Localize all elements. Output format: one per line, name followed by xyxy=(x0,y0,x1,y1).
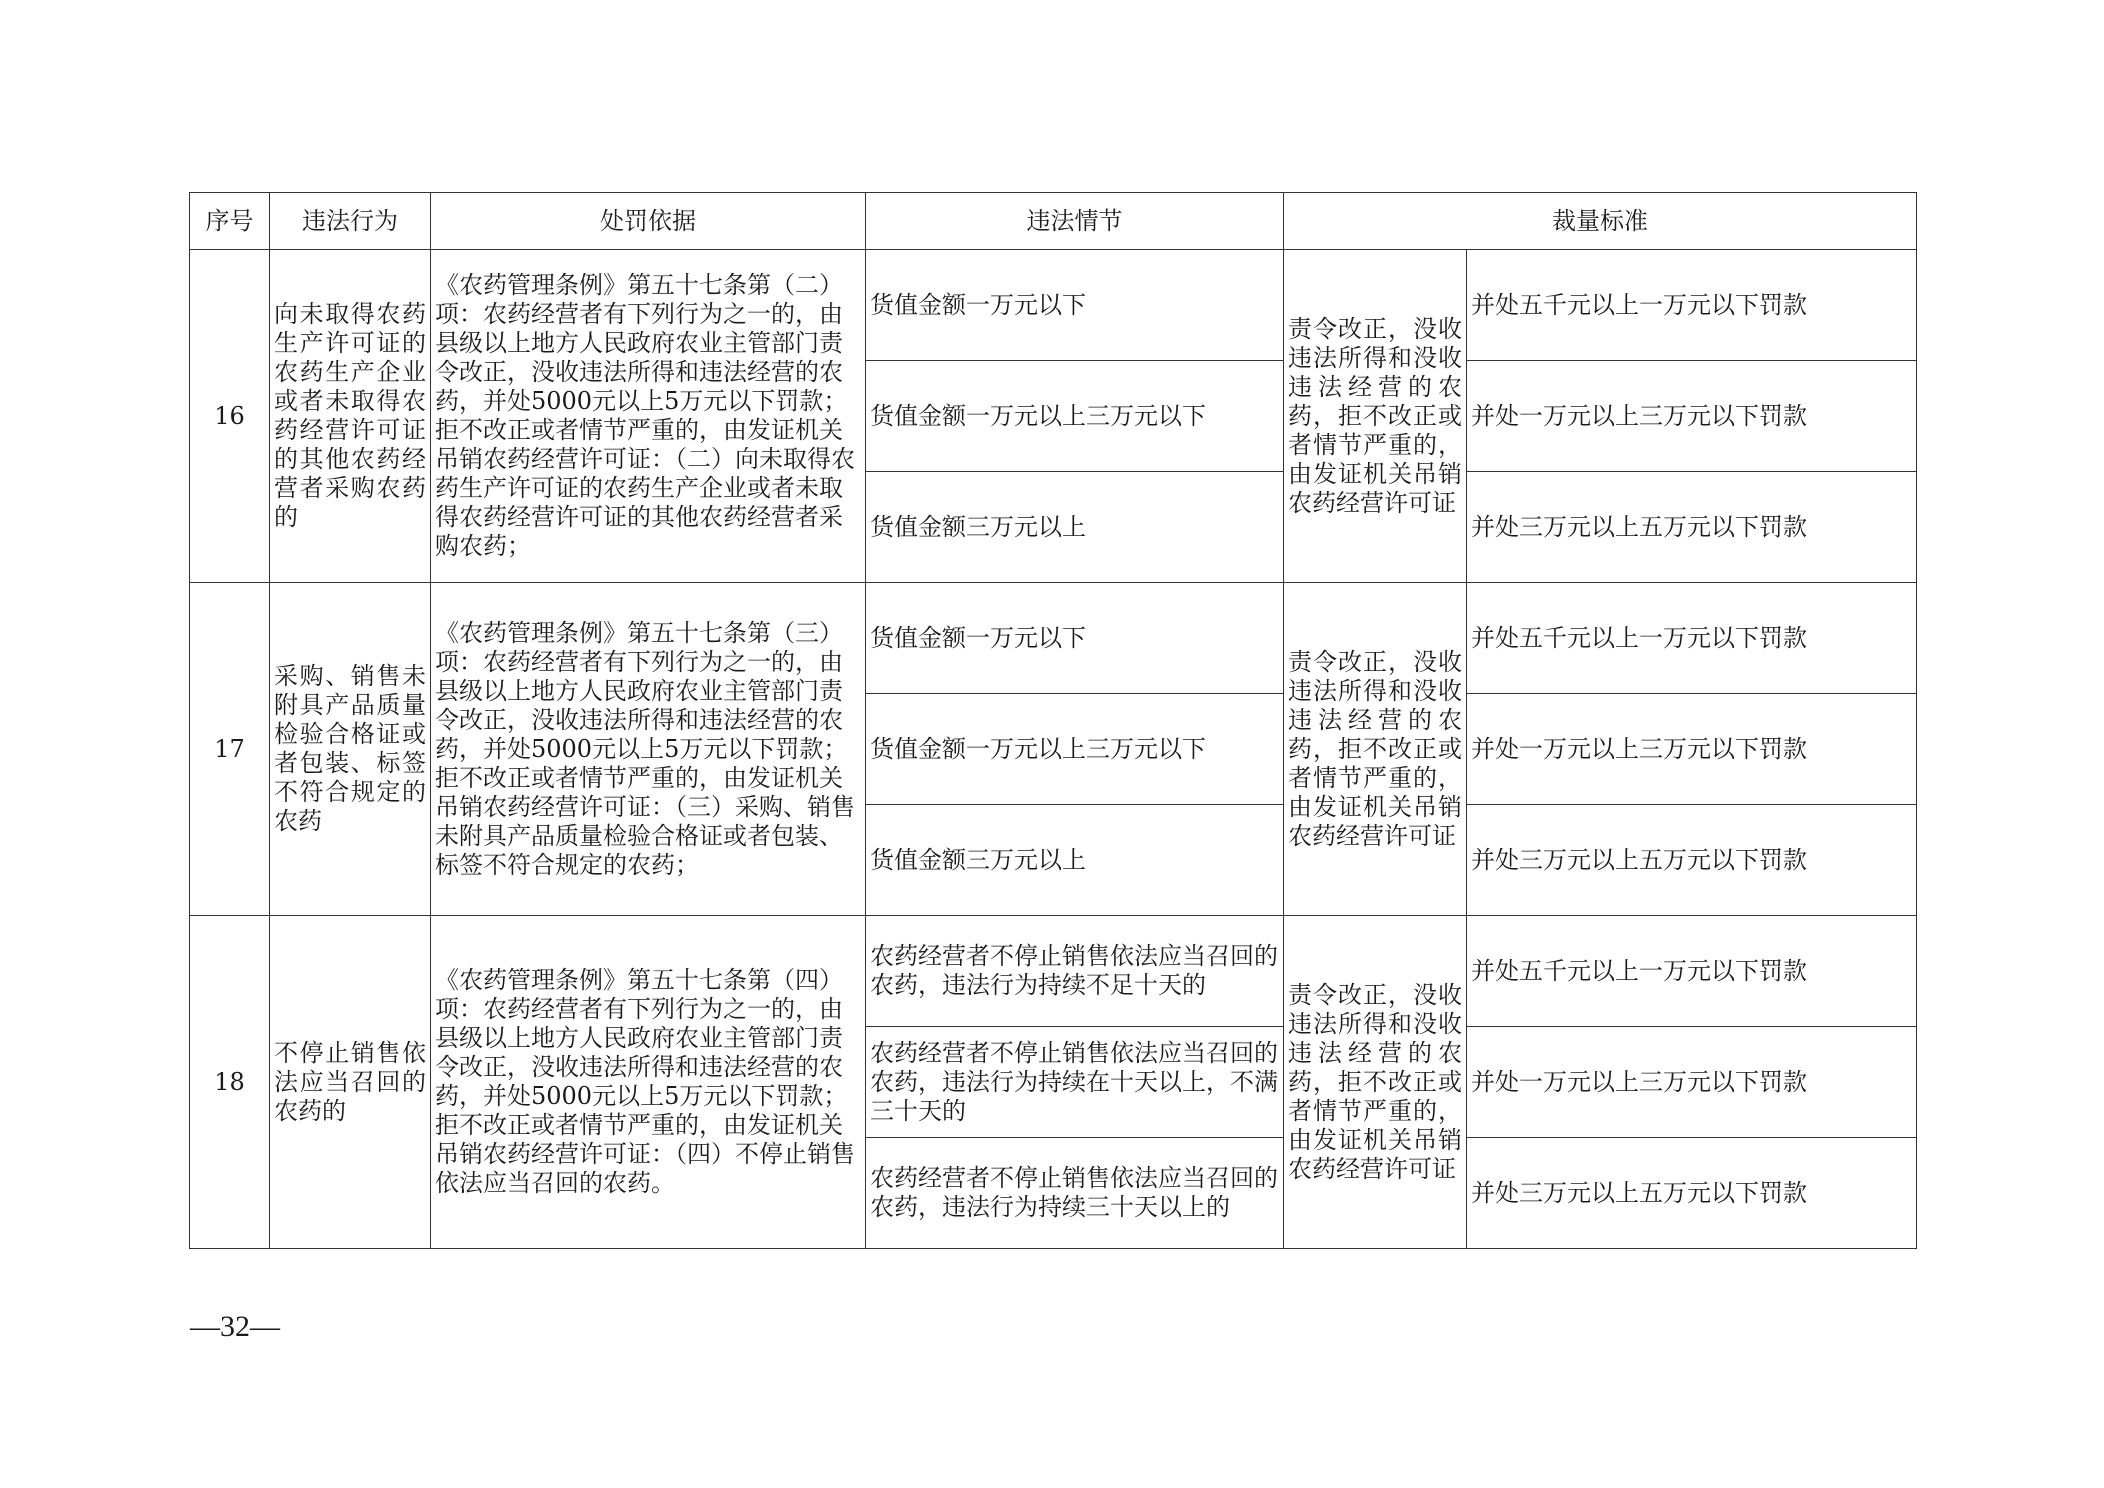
correction-measure: 责令改正，没收违法所得和没收违法经营的农药，拒不改正或者情节严重的，由发证机关吊销农药经营许可证 xyxy=(1284,250,1467,583)
violation-circumstance: 农药经营者不停止销售依法应当召回的农药，违法行为持续不足十天的 xyxy=(866,916,1284,1027)
header-circumstance: 违法情节 xyxy=(866,193,1284,250)
page-number: —32— xyxy=(190,1310,280,1343)
penalty-standard: 并处一万元以上三万元以下罚款 xyxy=(1467,694,1917,805)
header-no: 序号 xyxy=(190,193,270,250)
violation-circumstance: 货值金额一万元以下 xyxy=(866,583,1284,694)
violation-circumstance: 农药经营者不停止销售依法应当召回的农药，违法行为持续三十天以上的 xyxy=(866,1138,1284,1249)
violation-circumstance: 货值金额三万元以上 xyxy=(866,472,1284,583)
table-row xyxy=(190,250,1917,361)
header-standard: 裁量标准 xyxy=(1284,193,1917,250)
penalty-standard: 并处一万元以上三万元以下罚款 xyxy=(1467,361,1917,472)
header-basis: 处罚依据 xyxy=(431,193,866,250)
penalty-basis: 《农药管理条例》第五十七条第（四）项：农药经营者有下列行为之一的，由县级以上地方人民政府农业主管部门责令改正，没收违法所得和违法经营的农药，并处5000元以上5万元以下罚款；拒不改正或者情节严重的，由发证机关吊销农药经营许可证：（四）不停止销售依法应当召回的农药。 xyxy=(431,916,866,1249)
violation-act: 采购、销售未附具产品质量检验合格证或者包装、标签不符合规定的农药 xyxy=(270,583,431,916)
correction-measure: 责令改正，没收违法所得和没收违法经营的农药，拒不改正或者情节严重的，由发证机关吊销农药经营许可证 xyxy=(1284,916,1467,1249)
row-number: 18 xyxy=(190,916,270,1249)
penalty-standard: 并处一万元以上三万元以下罚款 xyxy=(1467,1027,1917,1138)
penalty-standard: 并处五千元以上一万元以下罚款 xyxy=(1467,250,1917,361)
penalty-discretion-table xyxy=(189,192,1917,1249)
row-number: 17 xyxy=(190,583,270,916)
violation-act: 向未取得农药生产许可证的农药生产企业或者未取得农药经营许可证的其他农药经营者采购农药的 xyxy=(270,250,431,583)
violation-circumstance: 农药经营者不停止销售依法应当召回的农药，违法行为持续在十天以上，不满三十天的 xyxy=(866,1027,1284,1138)
header-act: 违法行为 xyxy=(270,193,431,250)
penalty-basis: 《农药管理条例》第五十七条第（二）项：农药经营者有下列行为之一的，由县级以上地方人民政府农业主管部门责令改正，没收违法所得和违法经营的农药，并处5000元以上5万元以下罚款；拒不改正或者情节严重的，由发证机关吊销农药经营许可证：（二）向未取得农药生产许可证的农药生产企业或者未取得农药经营许可证的其他农药经营者采购农药； xyxy=(431,250,866,583)
violation-circumstance: 货值金额一万元以上三万元以下 xyxy=(866,361,1284,472)
penalty-standard: 并处三万元以上五万元以下罚款 xyxy=(1467,1138,1917,1249)
penalty-standard: 并处五千元以上一万元以下罚款 xyxy=(1467,916,1917,1027)
violation-circumstance: 货值金额一万元以上三万元以下 xyxy=(866,694,1284,805)
table-row xyxy=(190,583,1917,694)
table-row xyxy=(190,916,1917,1027)
table-header-row xyxy=(190,193,1917,250)
violation-act: 不停止销售依法应当召回的农药的 xyxy=(270,916,431,1249)
penalty-basis: 《农药管理条例》第五十七条第（三）项：农药经营者有下列行为之一的，由县级以上地方人民政府农业主管部门责令改正，没收违法所得和违法经营的农药，并处5000元以上5万元以下罚款；拒不改正或者情节严重的，由发证机关吊销农药经营许可证：（三）采购、销售未附具产品质量检验合格证或者包装、标签不符合规定的农药； xyxy=(431,583,866,916)
penalty-standard: 并处三万元以上五万元以下罚款 xyxy=(1467,472,1917,583)
penalty-standard: 并处五千元以上一万元以下罚款 xyxy=(1467,583,1917,694)
correction-measure: 责令改正，没收违法所得和没收违法经营的农药，拒不改正或者情节严重的，由发证机关吊销农药经营许可证 xyxy=(1284,583,1467,916)
row-number: 16 xyxy=(190,250,270,583)
penalty-standard: 并处三万元以上五万元以下罚款 xyxy=(1467,805,1917,916)
violation-circumstance: 货值金额三万元以上 xyxy=(866,805,1284,916)
violation-circumstance: 货值金额一万元以下 xyxy=(866,250,1284,361)
